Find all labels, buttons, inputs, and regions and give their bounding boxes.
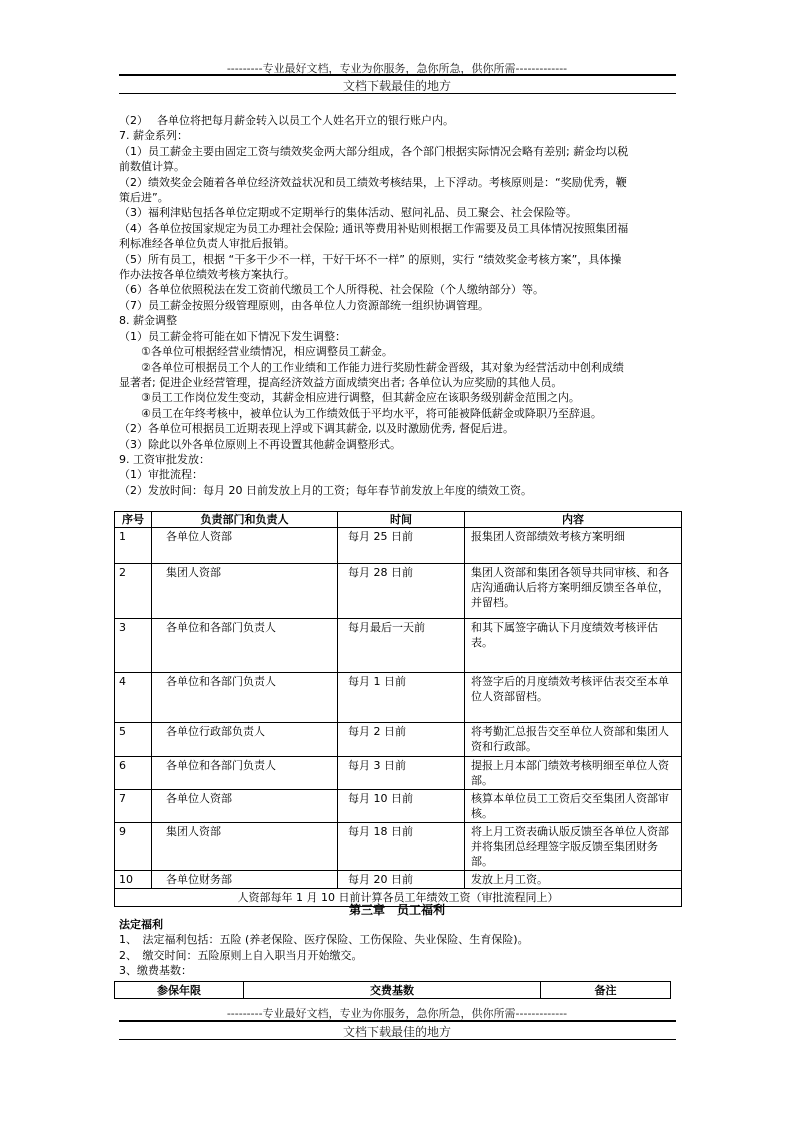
table-footer-note: 人资部每年 1 月 10 日前计算各员工年绩效工资（审批流程同上） <box>115 889 682 907</box>
cell-dept: 各单位财务部 <box>152 871 338 889</box>
cell-content: 发放上月工资。 <box>465 871 682 889</box>
body-line: 作办法按各单位绩效考核方案执行。 <box>119 268 295 282</box>
cell-dept: 各单位和各部门负责人 <box>152 673 338 723</box>
body-line: （1）员工薪金主要由固定工资与绩效奖金两大部分组成，各个部门根据实际情况会略有差别; 薪金均以税 <box>119 144 629 158</box>
cell-time: 每月 18 日前 <box>338 823 465 871</box>
cell-time: 每月 25 日前 <box>338 528 465 564</box>
col-header-years: 参保年限 <box>115 982 244 999</box>
body-line: ①各单位可根据经营业绩情况，相应调整员工薪金。 <box>141 345 393 359</box>
cell-dept: 集团人资部 <box>152 564 338 619</box>
cell-content: 提报上月本部门绩效考核明细至单位人资部。 <box>465 757 682 790</box>
table-row <box>115 673 682 723</box>
cell-no: 10 <box>115 871 152 889</box>
cell-time: 每月 1 日前 <box>338 673 465 723</box>
body-line: 9. 工资审批发放： <box>119 452 210 466</box>
header-rule-top <box>119 74 676 76</box>
table-row <box>115 757 682 790</box>
table-row <box>115 564 682 619</box>
cell-time: 每月 10 日前 <box>338 790 465 823</box>
footer-rule-top <box>119 1020 676 1022</box>
body-line: （2）发放时间：每月 20 日前发放上月的工资；每年春节前发放上年度的绩效工资。 <box>119 483 532 497</box>
cell-content: 和其下属签字确认下月度绩效考核评估表。 <box>465 619 682 673</box>
cell-time: 每月最后一天前 <box>338 619 465 673</box>
cell-no: 2 <box>115 564 152 619</box>
col-header-no: 序号 <box>115 512 152 528</box>
body-line: （1）员工薪金将可能在如下情况下发生调整： <box>119 329 346 343</box>
body-line: 7. 薪金系列： <box>119 129 188 143</box>
col-header-base: 交费基数 <box>244 982 541 999</box>
body-line: （4）各单位按国家规定为员工办理社会保险; 通讯等费用补贴则根据工作需要及员工具体情况按照集团福 <box>119 221 629 235</box>
col-header-remark: 备注 <box>541 982 671 999</box>
body-line: （3）除此以外各单位原则上不再设置其他薪金调整形式。 <box>119 437 401 451</box>
benefit-section <box>119 917 679 979</box>
body-line: 显著者; 促进企业经营管理，提高经济效益方面成绩突出者; 各单位认为应奖励的其他人员。 <box>119 375 563 389</box>
cell-content: 集团人资部和集团各领导共同审核、和各店沟通确认后将方案明细反馈至各单位，并留档。 <box>465 564 682 619</box>
cell-no: 9 <box>115 823 152 871</box>
body-line: （3）福利津贴包括各单位定期或不定期举行的集体活动、慰问礼品、员工聚会、社会保险等。 <box>119 206 577 220</box>
body-line: （7）员工薪金按照分级管理原则，由各单位人力资源部统一组织协调管理。 <box>119 298 489 312</box>
cell-no: 6 <box>115 757 152 790</box>
chapter-title: 第三章 员工福利 <box>348 903 445 917</box>
col-header-dept: 负责部门和负责人 <box>152 512 338 528</box>
benefit-line: 1、 法定福利包括：五险 (养老保险、医疗保险、工伤保险、失业保险、生育保险)。 <box>119 933 529 947</box>
table-row <box>115 871 682 889</box>
col-header-content: 内容 <box>465 512 682 528</box>
cell-no: 3 <box>115 619 152 673</box>
cell-dept: 集团人资部 <box>152 823 338 871</box>
salary-section <box>119 113 679 498</box>
body-line: 策后进”。 <box>119 191 169 205</box>
cell-content: 报集团人资部绩效考核方案明细 <box>465 528 682 564</box>
body-line: ④员工在年终考核中，被单位认为工作绩效低于平均水平，将可能被降低薪金或降职乃至辞退。 <box>141 406 602 420</box>
cell-dept: 各单位人资部 <box>152 790 338 823</box>
table-row <box>115 723 682 757</box>
table-row <box>115 823 682 871</box>
cell-time: 每月 20 日前 <box>338 871 465 889</box>
cell-time: 每月 3 日前 <box>338 757 465 790</box>
table-row <box>115 619 682 673</box>
cell-content: 将签字后的月度绩效考核评估表交至本单位人资部留档。 <box>465 673 682 723</box>
body-line: （2）绩效奖金会随着各单位经济效益状况和员工绩效考核结果，上下浮动。考核原则是：“奖励优秀，鞭 <box>119 175 627 189</box>
body-line: 8. 薪金调整 <box>119 314 177 328</box>
header-rule-bottom <box>119 93 676 94</box>
table-header-row <box>115 512 682 528</box>
body-line: （1）审批流程： <box>119 468 203 482</box>
footer-subtitle: 文档下载最佳的地方 <box>342 1025 451 1039</box>
cell-content: 核算本单位员工工资后交至集团人资部审核。 <box>465 790 682 823</box>
cell-content: 将上月工资表确认版反馈至各单位人资部并将集团总经理签字版反馈至集团财务部。 <box>465 823 682 871</box>
benefit-heading: 法定福利 <box>119 918 163 931</box>
body-line: （2）各单位可根据员工近期表现上浮或下调其薪金, 以及时激励优秀, 督促后进。 <box>119 422 514 436</box>
cell-dept: 各单位和各部门负责人 <box>152 619 338 673</box>
cell-time: 每月 2 日前 <box>338 723 465 757</box>
benefit-line: 3、缴费基数： <box>119 964 192 978</box>
cell-no: 5 <box>115 723 152 757</box>
header-banner: ---------专业最好文档，专业为你服务，急你所急，供你所需------------- <box>226 62 568 75</box>
cell-content: 将考勤汇总报告交至单位人资部和集团人资和行政部。 <box>465 723 682 757</box>
cell-time: 每月 28 日前 <box>338 564 465 619</box>
body-line: （5）所有员工，根据 “干多干少不一样，干好干坏不一样” 的原则，实行 “绩效奖金考核方案”，具体操 <box>119 252 622 266</box>
cell-dept: 各单位和各部门负责人 <box>152 757 338 790</box>
wage-approval-table <box>114 511 682 907</box>
body-line: ②各单位可根据员工个人的工作业绩和工作能力进行奖励性薪金晋级，其对象为经营活动中创利成绩 <box>141 360 624 374</box>
cell-no: 7 <box>115 790 152 823</box>
contribution-base-table <box>114 981 671 999</box>
body-line: 前数值计算。 <box>119 160 185 174</box>
col-header-time: 时间 <box>338 512 465 528</box>
cell-no: 4 <box>115 673 152 723</box>
table-row <box>115 528 682 564</box>
benefit-line: 2、 缴交时间：五险原则上自入职当月开始缴交。 <box>119 948 363 962</box>
footer-banner: ---------专业最好文档，专业为你服务，急你所急，供你所需------------- <box>226 1007 568 1020</box>
body-line: （2） 各单位将把每月薪金转入以员工个人姓名开立的银行账户内。 <box>119 114 454 127</box>
body-line: ③员工工作岗位发生变动，其薪金相应进行调整，但其薪金应在该职务级别薪金范围之内。 <box>141 391 580 405</box>
table-row <box>115 790 682 823</box>
cell-dept: 各单位行政部负责人 <box>152 723 338 757</box>
header-subtitle: 文档下载最佳的地方 <box>342 79 451 93</box>
cell-no: 1 <box>115 528 152 564</box>
body-line: （6）各单位依照税法在发工资前代缴员工个人所得税、社会保险（个人缴纳部分）等。 <box>119 283 544 297</box>
cell-dept: 各单位人资部 <box>152 528 338 564</box>
footer-rule-bottom <box>119 1039 676 1040</box>
table-header-row <box>115 982 671 999</box>
body-line: 利标准经各单位负责人审批后报销。 <box>119 237 295 251</box>
